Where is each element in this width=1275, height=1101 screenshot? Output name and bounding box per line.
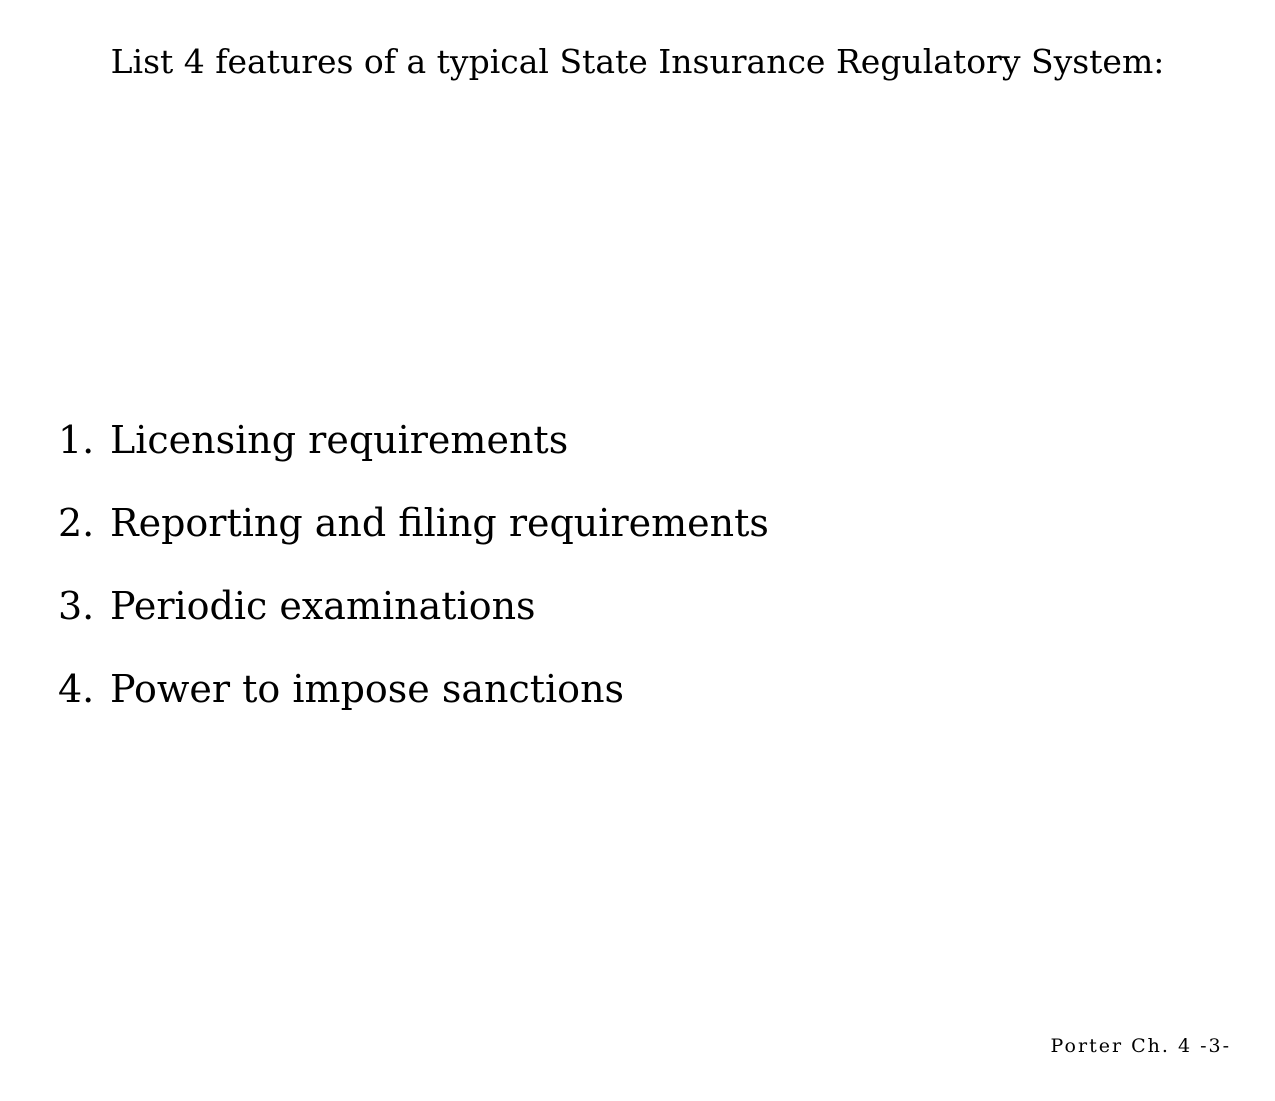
list-item — [58, 663, 769, 746]
page-footer: Porter Ch. 4 -3- — [1050, 1035, 1231, 1057]
list-item-number: 3. — [58, 584, 95, 628]
list-item — [58, 580, 769, 663]
list-item-text: Power to impose sanctions — [110, 667, 625, 711]
list-item-text: Periodic examinations — [110, 584, 536, 628]
slide-title: List 4 features of a typical State Insurance Regulatory System: — [110, 42, 1165, 81]
list-item-number: 1. — [58, 418, 95, 462]
feature-list — [58, 414, 769, 746]
list-item — [58, 414, 769, 497]
list-item-text: Reporting and filing requirements — [110, 501, 769, 545]
list-item — [58, 497, 769, 580]
list-item-number: 4. — [58, 667, 95, 711]
list-item-text: Licensing requirements — [110, 418, 569, 462]
list-item-number: 2. — [58, 501, 95, 545]
